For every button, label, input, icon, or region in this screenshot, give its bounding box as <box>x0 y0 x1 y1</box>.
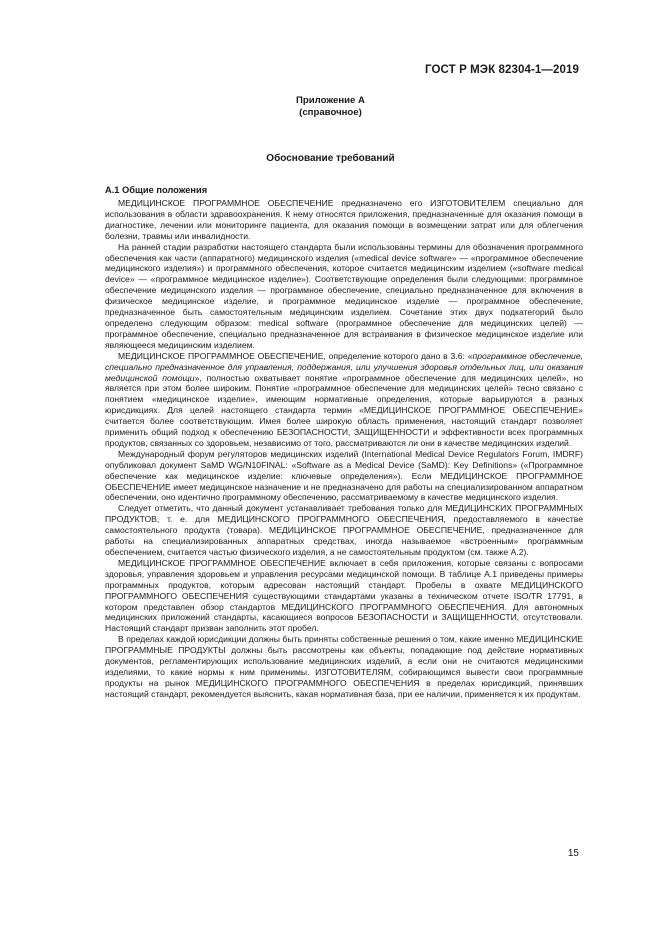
paragraph-3-start: МЕДИЦИНСКОЕ ПРОГРАММНОЕ ОБЕСПЕЧЕНИЕ, определение которого дано в 3.6: « <box>118 350 473 361</box>
paragraph-4: Международный форум регуляторов медицинских изделий (International Medical Device Regulators Forum, IMDRF) опубликовал документ SaMD WG/N10FINAL: «Software as a Medical Device (SaMD): Key Definitions» («Программное обеспечение как медицинское изделие: ключевые определения»). Если МЕДИЦИНСКОЕ ПРОГРАММНОЕ ОБЕСПЕЧЕНИЕ имеет медицинское назначение и не предназначено для работы на специализированном аппаратном обеспечении, оно идентично программному обеспечению, рассматриваемому в качестве медицинского изделия. <box>105 448 583 503</box>
appendix-title: Приложение А <box>296 95 365 106</box>
subsection-title: А.1 Общие положения <box>105 185 208 195</box>
paragraph-3-end: », полностью охватывает понятие «программное обеспечение для медицинских целей», но является при этом более широким. Понятие «программное обеспечение для медицинских целей» тесно связано с понятием «медицинское изделие», имеющим нормативные определения, которые варьируются в разных юрисдикциях. Для целей настоящего стандарта термин «МЕДИЦИНСКОЕ ПРОГРАММНОЕ ОБЕСПЕЧЕНИЕ» считается более соответствующим. Имея более широкую область применения, настоящий стандарт позволяет применить общий подход к обеспечению БЕЗОПАСНОСТИ, ЗАЩИЩЕННОСТИ и эффективности всех программных продуктов, связанных со здоровьем, независимо от того, рассматриваются ли они в качестве медицинских изделий. <box>105 372 583 448</box>
appendix-subtitle: (справочное) <box>299 107 362 118</box>
paragraph-5: Следует отметить, что данный документ устанавливает требования только для МЕДИЦИНСКИХ ПРОГРАММНЫХ ПРОДУКТОВ, т. е. для МЕДИЦИНСКОГО ПРОГРАММНОГО ОБЕСПЕЧЕНИЯ, предоставляемого в качестве самостоятельного продукта (товара). МЕДИЦИНСКОЕ ПРОГРАММНОЕ ОБЕСПЕЧЕНИЕ, предназначенное для работы на специализированных аппаратных средствах, иногда называемое «встроенным» программным обеспечением, считается частью физического изделия, а не самостоятельным продуктом (см. также А.2). <box>105 503 583 557</box>
body-text <box>105 198 583 700</box>
paragraph-7: В пределах каждой юрисдикции должны быть приняты собственные решения о том, какие именно МЕДИЦИНСКИЕ ПРОГРАММНЫЕ ПРОДУКТЫ должны быть рассмотрены как объекты, попадающие под действие нормативных документов, регламентирующих использование медицинских изделий, а если они не считаются медицинскими изделиями, то какие нормы к ним применимы. ИЗГОТОВИТЕЛЯМ, собирающимся вывести свои программные продукты на рынок МЕДИЦИНСКОГО ПРОГРАММНОГО ОБЕСПЕЧЕНИЯ в пределах юрисдикций, принявших настоящий стандарт, рекомендуется выяснить, какая нормативная база, при ее наличии, применяется к их продуктам. <box>105 634 583 699</box>
paragraph-3-definition: программное обеспечение, специально предназначенное для управления, поддержания, или улучшения здоровья отдельных лиц, или оказания медицинской помощи <box>105 350 583 383</box>
paragraph-2: На ранней стадии разработки настоящего стандарта были использованы термины для обозначения программного обеспечения как части (аппаратного) медицинского изделия («medical device software» — «программное обеспечение медицинского изделия») и программного обеспечения, которое считается медицинским изделием («software medical device» — «программное медицинское изделие»). Соответствующие определения были следующими: программное обеспечение медицинского изделия — программное обеспечение, специально предназначенное для включения в физическое медицинское изделие, и программное медицинское изделие — программное обеспечение, предназначенное быть самостоятельным медицинским изделием. Сочетание этих двух подкатегорий было определено следующим образом: medical software (программное обеспечение для медицинских целей) — программное обеспечение, специально предназначенное для встраивания в физическое медицинское изделие или являющееся медицинским изделием. <box>105 241 583 350</box>
paragraph-6: МЕДИЦИНСКОЕ ПРОГРАММНОЕ ОБЕСПЕЧЕНИЕ включает в себя приложения, которые связаны с вопросами здоровья, управления здоровьем и управления ресурсами медицинской помощи. В таблице А.1 приведены примеры программных продуктов, которым адресован настоящий стандарт. Пробелы в охвате МЕДИЦИНСКОГО ПРОГРАММНОГО ОБЕСПЕЧЕНИЯ существующими стандартами указаны в техническом отчете ISO/TR 17791, в котором представлен обзор стандартов МЕДИЦИНСКОГО ПРОГРАММНОГО ОБЕСПЕЧЕНИЯ. Для автономных медицинских приложений стандарты, касающиеся вопросов БЕЗОПАСНОСТИ и ЗАЩИЩЕННОСТИ, отсутствовали. Настоящий стандарт призван заполнить этот пробел. <box>105 557 583 634</box>
section-heading: Обоснование требований <box>266 153 395 164</box>
paragraph-1: МЕДИЦИНСКОЕ ПРОГРАММНОЕ ОБЕСПЕЧЕНИЕ предназначено его ИЗГОТОВИТЕЛЕМ специально для использования в области здравоохранения. К нему относятся приложения, предназначенные для оказания помощи в диагностике, лечении или мониторинге пациента, для оказания помощи в возмещении затрат или для облегчения болезни, травмы или инвалидности. <box>105 198 583 241</box>
page-number: 15 <box>567 848 579 859</box>
standard-code: ГОСТ Р МЭК 82304-1—2019 <box>425 64 579 76</box>
paragraph-3 <box>105 351 583 449</box>
